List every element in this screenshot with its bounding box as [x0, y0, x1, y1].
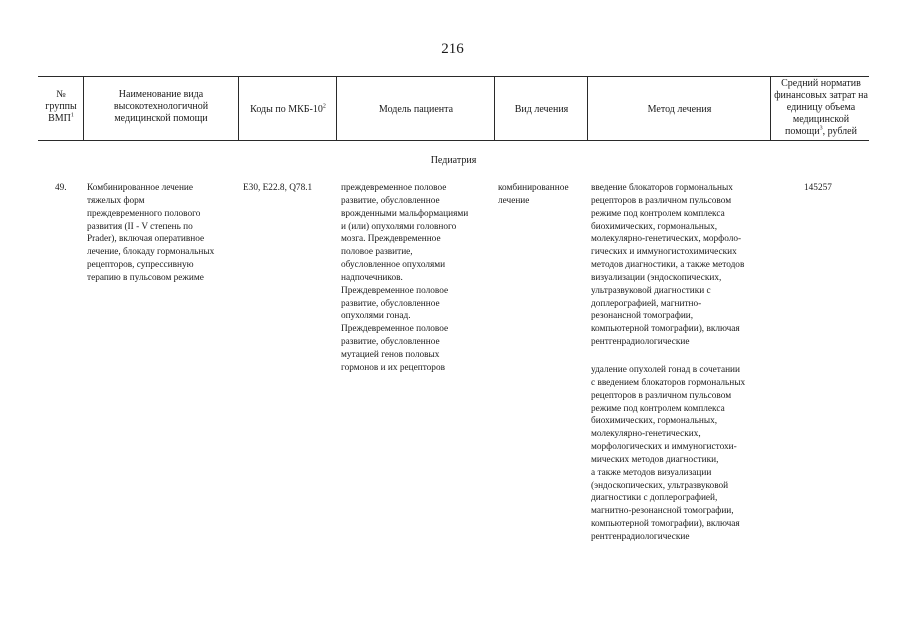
header-cost-norm: Средний норматив финансовых затрат на единицу объема медицинской помощи$^3$, рублей — [774, 78, 868, 137]
column-divider — [336, 76, 337, 140]
row-patient-model: преждевременное половое развитие, обусловленное врожденными мальформациями и (или) опухолями головного мозга. Преждевременное половое развитие, обусловленное опухолями надпочечников. Преждевременное половое развитие, обусловленное опухолями гонад. Преждевременное половое развитие, обусловленное мутацией генов половых гормонов и их рецепторов — [341, 183, 469, 373]
header-care-name: Наименование вида высокотехнологичной медицинской помощи — [113, 89, 209, 124]
column-divider — [587, 76, 588, 140]
header-patient-model: Модель пациента — [378, 104, 454, 115]
header-icd-codes: Коды по МКБ-$10^2$ — [250, 103, 326, 115]
row-icd-codes: E30, E22.8, Q78.1 — [243, 183, 313, 193]
row-treatment-method-1: введение блокаторов гормональных рецепторов в различном пульсовом режиме под контролем комплекса биохимических, гормональных, молекулярно-генетических, морфоло- гических и иммуногистохимических методов диагностики, а также методов визуализации (эндоскопических, ультразвуковой диагностики с доплерографией, магнитно- резонансной томографии, компьютерной томографии), включая рентгенрадиологические — [591, 183, 745, 348]
header-treatment-method: Метод лечения — [647, 104, 712, 115]
row-care-name: Комбинированное лечение тяжелых форм преждевременного полового развития (II - V степень по Prader), включая оперативное лечение, блокаду гормональных рецепторов, супрессивную терапию в пульсовом режиме — [87, 183, 215, 283]
column-divider — [238, 76, 239, 140]
page-number: 216 — [441, 41, 464, 57]
row-treatment-type: комбинированное лечение — [498, 183, 569, 206]
header-treatment-type: Вид лечения — [514, 104, 569, 115]
section-title: Педиатрия — [430, 155, 477, 166]
row-treatment-method-2: удаление опухолей гонад в сочетании с введением блокаторов гормональных рецепторов в различном пульсовом режиме под контролем комплекса биохимических, гормональных, молекулярно-генетических, морфологических и иммуногистохи- мических методов диагностики, а также методов визуализации (эндоскопических, ультразвуковой диагностики с доплерографией, магнитно-резонансной томографии, компьютерной томографии), включая рентгенрадиологические — [591, 365, 746, 542]
row-group-number: 49. — [55, 183, 67, 193]
row-cost-value: 145257 — [804, 183, 832, 193]
column-divider — [83, 76, 84, 140]
table-top-border — [38, 76, 869, 77]
column-divider — [494, 76, 495, 140]
column-divider — [770, 76, 771, 140]
table-header-bottom-border — [38, 140, 869, 141]
header-group-number: № группы ВМП$^1$ — [45, 89, 77, 124]
